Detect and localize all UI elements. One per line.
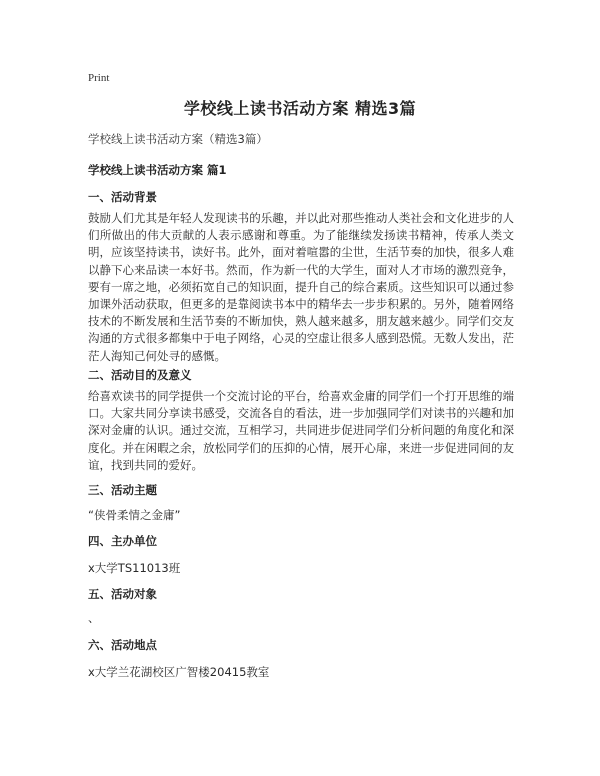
section-body-purpose: 给喜欢读书的同学提供一个交流讨论的平台，给喜欢金庸的同学们一个打开思维的端口。大家共同分享读书感受，交流各自的看法，进一步加强同学们对读书的兴趣和加深对金庸的认识。通过交流，互相学习，共同进步促进同学们分析问题的角度化和深度化。并在闲暇之余，放松同学们的压抑的心情，展开心扉，来进一步促进同间的友谊，找到共同的爱好。 <box>88 389 514 472</box>
section-body-background: 鼓励人们尤其是年轻人发现读书的乐趣，并以此对那些推动人类社会和文化进步的人们所做出的伟大贡献的人表示感谢和尊重。为了能继续发扬读书精神，传承人类文明，应该坚持读书，读好书。此外，面对着喧嚣的尘世，生活节奏的加快，很多人难以静下心来品读一本好书。然而，作为新一代的大学生，面对人才市场的激烈竞争，要有一席之地，必须拓宽自己的知识面，提升自己的综合素质。这些知识可以通过参加课外活动获取，但更多的是靠阅读书本中的精华去一步步积累的。另外，随着网络技术的不断发展和生活节奏的不断加快，熟人越来越多，朋友越来越少。同学们交友沟通的方式很多都集中于电子网络，心灵的空虚让很多人感到恐慌。无数人发出，茫茫人海知己何处寻的感慨。 <box>88 211 514 363</box>
section-heading-theme: 三、活动主题 <box>88 483 157 497</box>
section-body-audience: 、 <box>88 611 100 625</box>
section-body-location: x大学兰花湖校区广智楼20415教室 <box>88 665 270 679</box>
section-body-organizer: x大学TS11013班 <box>88 561 181 575</box>
print-label: Print <box>88 72 110 84</box>
page-title: 学校线上读书活动方案 精选3篇 <box>183 99 417 118</box>
section-heading-background: 一、活动背景 <box>88 190 157 204</box>
section-heading-location: 六、活动地点 <box>88 638 157 652</box>
section-heading-organizer: 四、主办单位 <box>88 534 157 548</box>
section-heading-audience: 五、活动对象 <box>88 587 157 601</box>
section-body-theme: “侠骨柔情之金庸” <box>88 508 181 522</box>
part-heading: 学校线上读书活动方案 篇1 <box>88 163 227 177</box>
section-heading-purpose: 二、活动目的及意义 <box>88 368 192 382</box>
document-subtitle: 学校线上读书活动方案（精选3篇） <box>88 132 268 146</box>
